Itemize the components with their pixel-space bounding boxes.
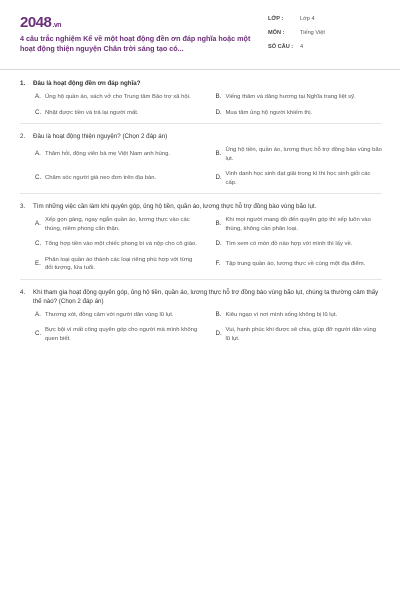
option-text: Tập trung quần áo, lương thực về cùng một địa điểm. [225, 260, 366, 267]
option-text: Tổng hợp tiền vào một chiếc phong bì và nộp cho cô giáo. [45, 241, 197, 247]
question-text [20, 202, 382, 211]
option-letter: A. [35, 150, 41, 158]
question-number: 4. [20, 288, 26, 296]
option-c[interactable] [35, 326, 202, 343]
header-divider [0, 69, 400, 70]
logo-main: 2048 [20, 14, 52, 31]
option-e[interactable] [35, 256, 202, 273]
question-text [20, 288, 382, 306]
option-d[interactable] [216, 240, 383, 249]
meta-label: LỚP : [268, 16, 284, 22]
logo-suffix: .vn [52, 22, 61, 29]
option-text: Mua tăm ủng hộ người khiếm thị. [225, 109, 313, 116]
question-number: 3. [20, 203, 26, 210]
question-1 [20, 79, 382, 124]
options-grid [35, 146, 382, 187]
options-grid [35, 216, 382, 273]
meta-row-subject [268, 30, 398, 44]
option-letter: D. [215, 240, 222, 247]
question-prompt: Khi tham gia hoạt động quyên góp, ủng hộ tiền, quần áo, lương thực hỗ trợ đồng bào vùng bão lụt, chúng ta thường cảm thấy thế nào? (Chọn 2 đáp án) [33, 288, 379, 305]
option-text: Nhặt được tiền và trả lại người mất. [45, 109, 139, 116]
option-letter: D. [215, 174, 222, 182]
option-letter: C. [35, 330, 42, 338]
question-text [20, 132, 382, 141]
option-c[interactable] [35, 240, 202, 249]
option-text: Khi mọi người mang đồ đến quyên góp thì xếp luôn vào thùng, không cần phân loại. [225, 217, 371, 232]
header [18, 12, 382, 64]
doc-title: 4 câu trắc nghiệm Kể về một hoạt động đền ơn đáp nghĩa hoặc một hoạt động thiện nguyện Chân trời sáng tạo có... [20, 34, 251, 53]
question-number: 2. [20, 133, 26, 140]
option-text: Chăm sóc người già neo đơn trên địa bàn. [45, 175, 157, 182]
meta-value: 4 [300, 44, 304, 50]
question-3 [20, 202, 382, 280]
option-text: Thương xót, đồng cảm với người dân vùng lũ lụt. [45, 311, 174, 318]
question-prompt: Đâu là hoạt động thiện nguyện? (Chọn 2 đáp án) [33, 133, 168, 140]
question-prompt: Tìm những việc cần làm khi quyên góp, ủng hộ tiền, quần áo, lương thực hỗ trợ đồng bào vùng bão lụt. [33, 203, 317, 210]
option-a[interactable] [35, 93, 202, 102]
option-f[interactable] [216, 256, 383, 273]
meta-value: Lớp 4 [300, 16, 315, 22]
option-text: Xếp gọn gàng, ngay ngắn quần áo, lương thực vào các thùng, niêm phong cẩn thận. [45, 217, 190, 232]
meta-value: Tiếng Việt [300, 30, 325, 36]
site-logo[interactable] [20, 14, 61, 31]
options-grid [35, 311, 382, 344]
option-text: Viếng thăm và dâng hương tại Nghĩa trang liệt sỹ. [225, 94, 356, 100]
question-list [20, 79, 382, 357]
meta-row-grade [268, 16, 398, 30]
question-4 [20, 288, 382, 350]
option-b[interactable] [216, 311, 383, 320]
question-prompt: Đâu là hoạt động đền ơn đáp nghĩa? [33, 80, 141, 87]
option-b[interactable] [216, 93, 383, 102]
option-letter: C. [35, 240, 42, 247]
option-letter: F. [215, 259, 221, 267]
meta-label: SỐ CÂU : [268, 44, 294, 50]
option-d[interactable] [216, 326, 383, 343]
option-c[interactable] [35, 170, 202, 187]
option-a[interactable] [35, 216, 202, 233]
meta-row-count [268, 44, 398, 58]
option-d[interactable] [216, 170, 383, 187]
option-a[interactable] [35, 146, 202, 163]
option-letter: B. [215, 150, 222, 158]
question-2 [20, 132, 382, 194]
option-letter: E. [35, 259, 41, 267]
option-text: Kiêu ngạo vì nơi mình sống không bị lũ lụt. [225, 311, 338, 318]
question-text [20, 79, 382, 88]
option-letter: A. [35, 310, 41, 318]
option-a[interactable] [35, 311, 202, 320]
option-c[interactable] [35, 109, 202, 118]
option-text: Ủng hộ quần áo, sách vở cho Trung tâm Bảo trợ xã hội. [45, 94, 191, 100]
option-text: Ủng hộ tiền, quần áo, lương thực hỗ trợ đồng bào vùng bão lụt. [225, 147, 382, 162]
meta-panel [268, 16, 398, 58]
option-letter: A. [35, 93, 41, 100]
option-letter: D. [215, 108, 222, 116]
option-d[interactable] [216, 109, 383, 118]
option-letter: B. [215, 310, 222, 318]
option-letter: C. [35, 108, 42, 116]
option-letter: D. [215, 330, 222, 338]
option-text: Thăm hỏi, động viên bà mẹ Việt Nam anh hùng. [45, 151, 170, 158]
option-text: Phân loại quần áo thành các loại riêng phù hợp với từng đối tượng, lứa tuổi. [45, 256, 193, 271]
option-letter: B. [215, 93, 222, 100]
option-text: Vui, hạnh phúc khi được sẻ chia, giúp đỡ người dân vùng lũ lụt. [225, 327, 377, 342]
option-letter: B. [215, 220, 222, 228]
option-b[interactable] [216, 146, 383, 163]
option-letter: C. [35, 174, 42, 182]
options-grid [35, 93, 382, 117]
option-text: Bực bội vì mất công quyên góp cho người mà mình không quen biết. [45, 327, 198, 342]
option-text: Vinh danh học sinh đạt giải trong kì thi học sinh giỏi các cấp. [225, 171, 371, 186]
option-letter: A. [35, 220, 41, 228]
option-b[interactable] [216, 216, 383, 233]
meta-label: MÔN : [268, 30, 285, 36]
option-text: Tìm xem có món đồ nào hợp với mình thì lấy về. [225, 241, 353, 247]
question-number: 1. [20, 80, 26, 87]
